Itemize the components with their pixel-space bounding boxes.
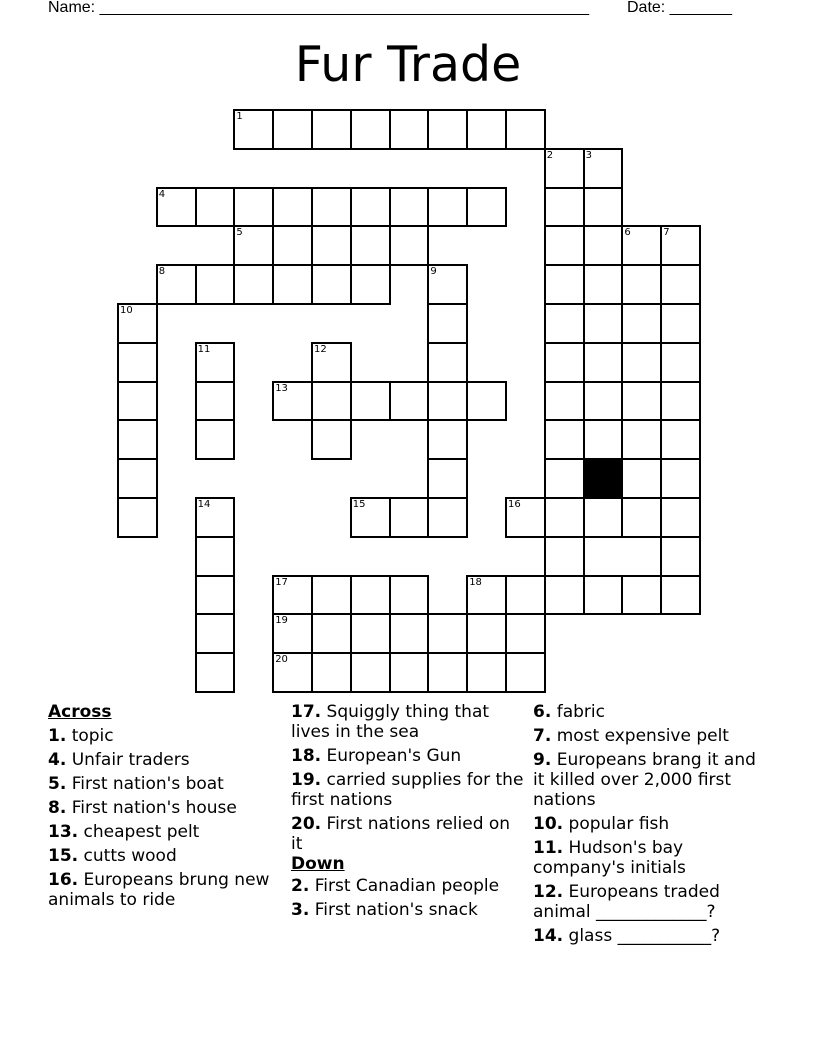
clue-number: 4	[158, 188, 166, 200]
grid-cell[interactable]	[311, 264, 352, 305]
name-field[interactable]: Name: _______________________________________________________	[48, 0, 589, 16]
grid-cell[interactable]	[583, 225, 624, 266]
clue-number: 12	[314, 343, 327, 355]
grid-cell[interactable]	[427, 109, 468, 150]
grid-cell[interactable]	[117, 497, 158, 538]
clue-number: 10	[120, 305, 133, 316]
grid-cell[interactable]	[583, 575, 624, 616]
clue-across-8: 8. First nation's house	[48, 798, 237, 818]
grid-cell[interactable]	[389, 497, 430, 538]
clues-column-2	[291, 702, 526, 924]
clue-number: 14	[197, 499, 211, 510]
grid-cell[interactable]	[233, 225, 274, 266]
grid-cell[interactable]	[466, 187, 507, 228]
grid-cell[interactable]	[505, 652, 546, 693]
clue-number: 6	[624, 227, 631, 239]
clue-number: 17	[275, 576, 288, 588]
grid-cell[interactable]	[311, 109, 352, 150]
grid-cell[interactable]	[195, 342, 236, 383]
grid-cell[interactable]	[583, 264, 624, 305]
grid-cell[interactable]	[427, 342, 468, 383]
grid-cell[interactable]	[505, 613, 546, 654]
grid-cell[interactable]	[311, 652, 352, 693]
grid-cell[interactable]	[195, 652, 236, 693]
grid-cell[interactable]	[660, 458, 701, 499]
grid-cell[interactable]	[117, 342, 158, 383]
down-heading: Down	[291, 854, 345, 874]
clue-down-2: 2. First Canadian people	[291, 876, 500, 896]
grid-cell[interactable]	[660, 303, 701, 344]
grid-cell[interactable]	[389, 652, 430, 693]
grid-cell[interactable]	[233, 109, 274, 150]
grid-cell[interactable]	[544, 458, 585, 499]
grid-cell[interactable]	[350, 575, 391, 616]
grid-cell[interactable]	[117, 381, 158, 422]
clue-down-3: 3. First nation's snack	[291, 900, 478, 920]
grid-cell[interactable]	[660, 381, 701, 422]
grid-cell[interactable]	[621, 225, 662, 266]
grid-cell[interactable]	[350, 225, 391, 266]
grid-cell[interactable]	[272, 109, 313, 150]
grid-cell[interactable]	[583, 148, 624, 189]
grid-cell[interactable]	[544, 575, 585, 616]
grid-cell[interactable]	[272, 381, 313, 422]
clue-across-13: 13. cheapest pelt	[48, 822, 200, 842]
clues-column-3	[533, 702, 768, 950]
grid-cell[interactable]	[660, 575, 701, 616]
clue-number: 11	[197, 343, 211, 355]
grid-cell[interactable]	[272, 613, 313, 654]
grid-cell[interactable]	[195, 381, 236, 422]
grid-cell[interactable]	[389, 613, 430, 654]
grid-cell[interactable]	[272, 225, 313, 266]
grid-cell[interactable]	[621, 264, 662, 305]
clue-across-18: 18. European's Gun	[291, 746, 462, 766]
grid-cell[interactable]	[389, 575, 430, 616]
grid-cell[interactable]	[660, 536, 701, 577]
grid-cell[interactable]	[195, 187, 236, 228]
clue-across-5: 5. First nation's boat	[48, 774, 224, 794]
grid-cell[interactable]	[311, 187, 352, 228]
clue-number: 5	[236, 227, 243, 239]
clue-down-9: 9. Europeans brang it and it killed over 2,000 first nations	[533, 750, 756, 810]
grid-cell[interactable]	[544, 303, 585, 344]
grid-cell[interactable]	[117, 458, 158, 499]
grid-cell[interactable]	[466, 613, 507, 654]
grid-cell[interactable]	[272, 187, 313, 228]
grid-cell[interactable]	[195, 497, 236, 538]
grid-cell[interactable]	[311, 225, 352, 266]
grid-cell[interactable]	[311, 381, 352, 422]
grid-cell[interactable]	[621, 497, 662, 538]
grid-cell[interactable]	[466, 652, 507, 693]
grid-cell[interactable]	[621, 381, 662, 422]
clue-number: 3	[585, 149, 592, 161]
grid-cell[interactable]	[505, 575, 546, 616]
clue-number: 9	[430, 266, 437, 278]
grid-cell[interactable]	[583, 303, 624, 344]
grid-cell[interactable]	[466, 381, 507, 422]
grid-cell[interactable]	[583, 497, 624, 538]
grid-cell[interactable]	[621, 303, 662, 344]
grid-cell[interactable]	[660, 225, 701, 266]
clues-column-1	[48, 702, 283, 914]
grid-cell[interactable]	[311, 575, 352, 616]
grid-cell[interactable]	[427, 497, 468, 538]
clue-across-16: 16. Europeans brung new animals to ride	[48, 870, 270, 910]
clue-number: 15	[352, 499, 366, 510]
grid-cell[interactable]	[272, 264, 313, 305]
grid-cell[interactable]	[544, 187, 585, 228]
grid-cell[interactable]	[233, 187, 274, 228]
grid-cell[interactable]	[660, 264, 701, 305]
grid-cell[interactable]	[195, 419, 236, 460]
grid-cell[interactable]	[621, 458, 662, 499]
grid-cell[interactable]	[272, 652, 313, 693]
grid-cell[interactable]	[350, 497, 391, 538]
grid-cell[interactable]	[427, 458, 468, 499]
grid-cell[interactable]	[389, 225, 430, 266]
clue-across-4: 4. Unfair traders	[48, 750, 190, 770]
grid-cell[interactable]	[621, 575, 662, 616]
grid-cell[interactable]	[117, 419, 158, 460]
grid-cell[interactable]	[350, 613, 391, 654]
grid-cell[interactable]	[505, 109, 546, 150]
grid-cell[interactable]	[156, 264, 197, 305]
grid-cell[interactable]	[544, 264, 585, 305]
grid-cell[interactable]	[660, 342, 701, 383]
grid-cell[interactable]	[544, 419, 585, 460]
clue-number: 19	[275, 615, 288, 627]
date-field[interactable]: Date: _______	[627, 0, 732, 16]
clue-down-10: 10. popular fish	[533, 814, 670, 834]
grid-cell[interactable]	[311, 342, 352, 383]
grid-cell[interactable]	[427, 419, 468, 460]
grid-cell[interactable]	[427, 613, 468, 654]
clue-down-14: 14. glass ___________?	[533, 926, 721, 946]
clue-across-20: 20. First nations relied on it	[291, 814, 511, 854]
clue-number: 7	[663, 227, 670, 239]
grid-cell[interactable]	[427, 652, 468, 693]
grid-cell[interactable]	[427, 381, 468, 422]
grid-cell[interactable]	[544, 497, 585, 538]
clue-number: 20	[275, 654, 288, 666]
grid-cell[interactable]	[583, 342, 624, 383]
grid-cell[interactable]	[583, 187, 624, 228]
grid-cell[interactable]	[389, 381, 430, 422]
grid-cell[interactable]	[583, 381, 624, 422]
grid-cell[interactable]	[466, 109, 507, 150]
grid-cell[interactable]	[350, 109, 391, 150]
grid-cell[interactable]	[389, 187, 430, 228]
clue-down-12: 12. Europeans traded animal _____________?	[533, 882, 720, 922]
clue-number: 18	[469, 576, 482, 588]
clue-number: 16	[508, 499, 521, 510]
clue-across-15: 15. cutts wood	[48, 846, 177, 866]
clue-down-7: 7. most expensive pelt	[533, 726, 729, 746]
grid-cell[interactable]	[505, 497, 546, 538]
clue-number: 8	[158, 266, 166, 278]
black-cell	[583, 458, 624, 499]
grid-cell[interactable]	[544, 225, 585, 266]
grid-cell[interactable]	[156, 187, 197, 228]
grid-cell[interactable]	[621, 419, 662, 460]
grid-cell[interactable]	[195, 536, 236, 577]
clue-across-17: 17. Squiggly thing that lives in the sea	[291, 702, 490, 742]
clue-across-1: 1. topic	[48, 726, 114, 746]
grid-cell[interactable]	[544, 148, 585, 189]
grid-cell[interactable]	[350, 187, 391, 228]
clue-number: 13	[275, 382, 288, 394]
grid-cell[interactable]	[660, 419, 701, 460]
clue-number: 1	[236, 111, 243, 122]
grid-cell[interactable]	[195, 575, 236, 616]
clue-down-6: 6. fabric	[533, 702, 605, 722]
grid-cell[interactable]	[233, 264, 274, 305]
grid-cell[interactable]	[427, 187, 468, 228]
grid-cell[interactable]	[350, 381, 391, 422]
grid-cell[interactable]	[350, 652, 391, 693]
grid-cell[interactable]	[311, 613, 352, 654]
across-heading: Across	[48, 702, 112, 722]
grid-cell[interactable]	[466, 575, 507, 616]
grid-cell[interactable]	[544, 342, 585, 383]
clue-across-19: 19. carried supplies for the first nations	[291, 770, 524, 810]
grid-cell[interactable]	[427, 264, 468, 305]
grid-cell[interactable]	[389, 109, 430, 150]
page-title: Fur Trade	[294, 36, 522, 93]
grid-cell[interactable]	[117, 303, 158, 344]
grid-cell[interactable]	[660, 497, 701, 538]
grid-cell[interactable]	[311, 419, 352, 460]
clue-number: 2	[546, 149, 554, 161]
grid-cell[interactable]	[195, 613, 236, 654]
grid-cell[interactable]	[427, 303, 468, 344]
grid-cell[interactable]	[544, 381, 585, 422]
grid-cell[interactable]	[583, 419, 624, 460]
grid-cell[interactable]	[272, 575, 313, 616]
clue-down-11: 11. Hudson's bay company's initials	[533, 838, 686, 878]
grid-cell[interactable]	[621, 342, 662, 383]
grid-cell[interactable]	[544, 536, 585, 577]
grid-cell[interactable]	[195, 264, 236, 305]
grid-cell[interactable]	[350, 264, 391, 305]
